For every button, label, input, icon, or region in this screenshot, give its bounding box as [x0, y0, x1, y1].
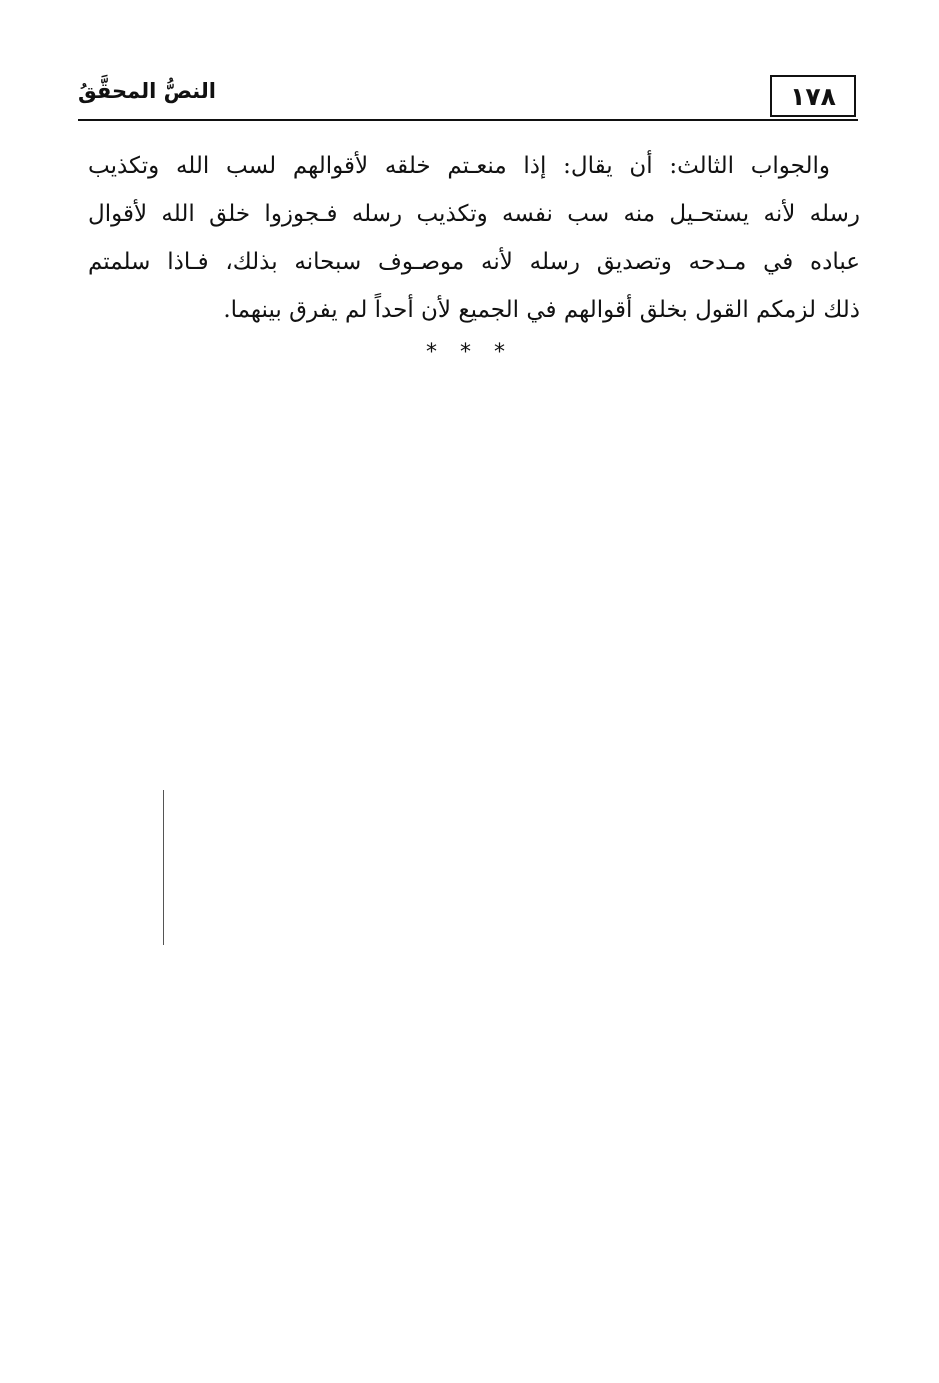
body-paragraph — [88, 142, 860, 334]
header-rule — [78, 119, 858, 121]
text-line: والجواب الثالث: أن يقال: إذا منعـتم خلقه لأقوالهم لسب الله وتكذيب — [88, 153, 830, 179]
scan-artifact-line — [163, 790, 164, 945]
page-number: ١٧٨ — [770, 75, 856, 117]
running-title: النصُّ المحقَّقُ — [78, 79, 216, 103]
page-header — [78, 74, 858, 124]
section-separator: * * * — [426, 340, 513, 365]
text-line: ذلك لزمكم القول بخلق أقوالهم في الجميع لأن أحداً لم يفرق بينهما. — [223, 297, 860, 323]
text-line: رسله لأنه يستحـيل منه سب نفسه وتكذيب رسله فـجوزوا خلق الله لأقوال — [88, 201, 860, 227]
text-line: عباده في مـدحه وتصديق رسله لأنه موصـوف سبحانه بذلك، فـاذا سلمتم — [88, 249, 860, 275]
